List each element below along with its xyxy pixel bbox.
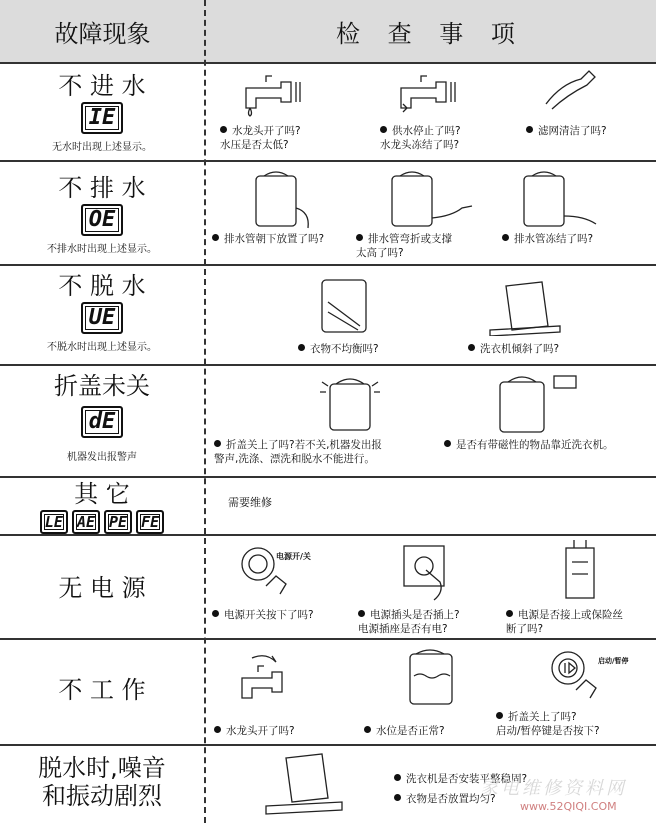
magnetic-object-icon xyxy=(496,370,586,436)
unbalanced-load-icon xyxy=(316,272,376,336)
error-code: LE xyxy=(40,510,68,534)
start-pause-label: 启动/暂停 xyxy=(598,657,629,665)
error-code: FE xyxy=(136,510,164,534)
check-item: 滤网清洁了吗? xyxy=(526,124,607,138)
check-item: 需要维修 xyxy=(228,496,272,509)
washer-drain-raised-icon xyxy=(386,168,486,230)
check-item: 折盖关上了吗? 启动/暂停键是否按下? xyxy=(496,711,600,737)
check-item: 衣物是否放置均匀? xyxy=(394,792,496,806)
header-checks: 检 查 事 项 xyxy=(336,19,525,48)
check-item: 水位是否正常? xyxy=(364,724,445,738)
washer-drain-down-icon xyxy=(244,168,324,230)
filter-cleaning-icon xyxy=(536,66,606,111)
error-code: UE xyxy=(81,302,124,334)
check-item: 电源开关按下了吗? xyxy=(212,608,314,622)
error-code: IE xyxy=(81,102,124,134)
table-header xyxy=(0,0,656,64)
check-item: 是否有带磁性的物品靠近洗衣机。 xyxy=(444,438,614,452)
symptom-note: 不脱水时出现上述显示。 xyxy=(47,342,157,353)
check-item: 排水管弯折或支撑 太高了吗? xyxy=(356,233,452,259)
symptom-title: 其 它 xyxy=(74,480,130,508)
fuse-box-icon xyxy=(556,538,606,608)
check-item: 水龙头开了吗? 水压是否太低? xyxy=(220,125,301,151)
symptom-note: 无水时出现上述显示。 xyxy=(52,142,152,153)
lid-alarm-icon xyxy=(316,372,386,434)
symptom-title: 脱水时,噪音 和振动剧烈 xyxy=(38,754,166,810)
symptom-title: 折盖未关 xyxy=(54,372,150,400)
symptom-title: 不 排 水 xyxy=(58,174,146,202)
row-no-water-in xyxy=(0,64,656,162)
row-lid-open xyxy=(0,366,656,478)
faucet-icon xyxy=(236,68,326,118)
watermark-text: 家电维修资料网 xyxy=(480,778,627,799)
check-item: 排水管朝下放置了吗? xyxy=(212,232,324,246)
frozen-faucet-icon xyxy=(391,68,481,118)
check-item: 电源是否接上或保险丝 断了吗? xyxy=(506,609,623,635)
error-code: dE xyxy=(81,406,124,438)
symptom-title: 不 脱 水 xyxy=(58,272,146,300)
vibrating-washer-icon xyxy=(262,750,352,816)
check-item: 折盖关上了吗?若不关,机器发出报 警声,洗涤、漂洗和脱水不能进行。 xyxy=(214,439,382,465)
error-code: OE xyxy=(81,204,124,236)
washer-drain-frozen-icon xyxy=(518,168,618,230)
column-divider xyxy=(204,0,206,823)
row-other xyxy=(0,478,656,536)
power-label: 电源开/关 xyxy=(276,552,311,561)
check-item: 电源插头是否插上? 电源插座是否有电? xyxy=(358,609,460,635)
check-item: 排水管冻结了吗? xyxy=(502,232,593,246)
row-no-power xyxy=(0,536,656,640)
check-item: 洗衣机是否安装平整稳固? xyxy=(394,772,527,786)
check-item: 洗衣机倾斜了吗? xyxy=(468,342,559,356)
faucet-icon xyxy=(236,650,316,706)
header-symptom: 故障现象 xyxy=(54,19,151,48)
symptom-title: 不 进 水 xyxy=(58,72,146,100)
symptom-title: 不 工 作 xyxy=(58,676,146,704)
error-code: PE xyxy=(104,510,132,534)
symptom-note: 机器发出报警声 xyxy=(67,452,137,463)
row-not-working xyxy=(0,640,656,746)
watermark-url: www.52QIQI.COM xyxy=(520,800,617,813)
power-plug-icon xyxy=(396,540,466,604)
check-item: 衣物不均衡吗? xyxy=(298,342,379,356)
error-code: AE xyxy=(72,510,100,534)
check-item: 供水停止了吗? 水龙头冻结了吗? xyxy=(380,125,461,151)
symptom-note: 不排水时出现上述显示。 xyxy=(47,244,157,255)
water-level-icon xyxy=(402,646,462,708)
row-no-spin xyxy=(0,266,656,366)
check-item: 水龙头开了吗? xyxy=(214,724,295,738)
symptom-title: 无 电 源 xyxy=(58,574,146,602)
tilted-washer-icon xyxy=(486,274,566,336)
row-no-drain xyxy=(0,162,656,266)
